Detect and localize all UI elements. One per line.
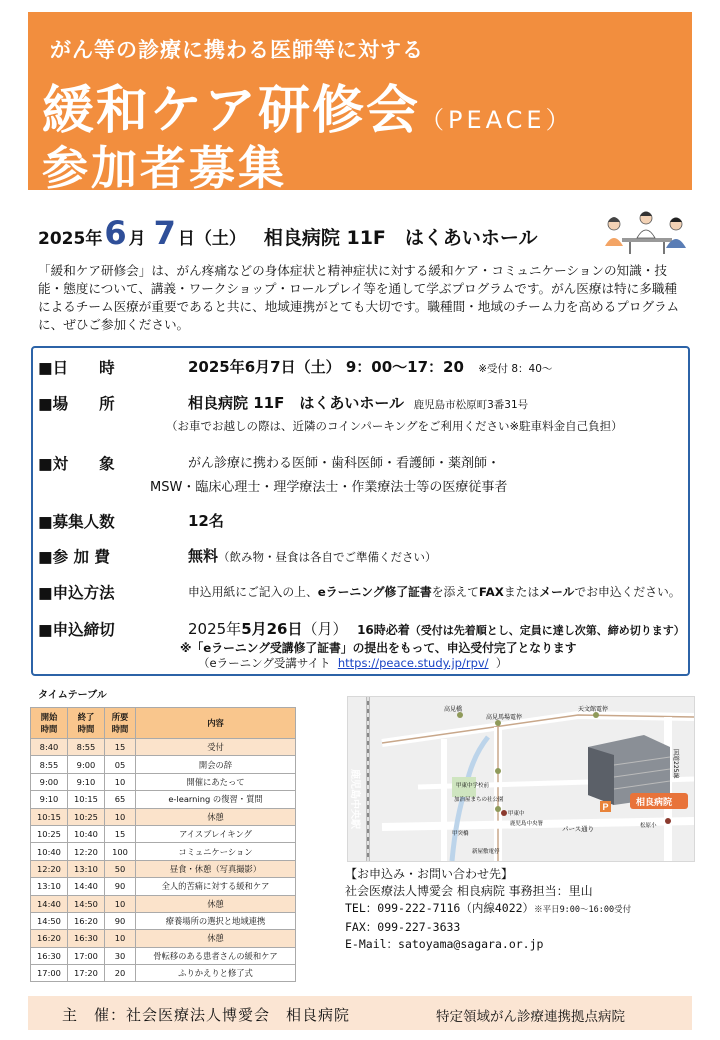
date-month: 6 [104, 214, 127, 252]
footer-designation: 特定領域がん診療連携拠点病院 [436, 1009, 625, 1025]
info-value-datetime: 2025年6月7日（土） 9：00〜17：20 ※受付 8：40〜 [188, 358, 553, 376]
timetable-cell-duration: 20 [105, 965, 136, 982]
label-tenmonkan: 天文館電停 [578, 706, 609, 713]
timetable-cell-end: 9:10 [68, 773, 105, 790]
info-row-capacity [38, 510, 224, 532]
timetable-cell-start: 14:40 [31, 895, 68, 912]
date-month-unit: 月 [128, 229, 146, 249]
date-day: 7 [153, 214, 176, 252]
fee-note: （飲み物・昼食は各自でご準備ください） [218, 550, 437, 564]
timetable-body [31, 739, 296, 982]
timetable-cell-end: 17:00 [68, 947, 105, 964]
timetable-cell-end: 16:30 [68, 930, 105, 947]
timetable-cell-content: 開催にあたって [136, 773, 296, 790]
info-value-deadline: 2025年5月26日（月） 16時必着（受付は先着順とし、定員に達し次第、締め切ります） [188, 620, 685, 638]
timetable-header-content: 内容 [136, 708, 296, 739]
timetable-cell-start: 16:20 [31, 930, 68, 947]
header-title-en: （PEACE） [420, 106, 574, 134]
info-value-fee: 無料（飲み物・昼食は各自でご準備ください） [188, 547, 437, 565]
label-route225: 国道225線 [672, 749, 679, 779]
reception-note: ※受付 8：40〜 [478, 363, 553, 375]
timetable-cell-duration: 30 [105, 947, 136, 964]
timetable-cell-end: 14:40 [68, 878, 105, 895]
info-row-fee [38, 545, 437, 567]
access-map [347, 696, 695, 862]
timetable-header-start: 開始 時間 [31, 708, 68, 739]
contact-tel: TEL：099-222-7116（内線4022）※平日9:00〜16:00受付 [345, 901, 632, 915]
header-banner [28, 12, 692, 195]
label-pars-street: パース通り [562, 825, 595, 833]
timetable-cell-end: 16:20 [68, 912, 105, 929]
timetable-cell-content: 療養場所の選択と地域連携 [136, 912, 296, 929]
timetable-row [31, 895, 296, 912]
timetable-cell-start: 14:50 [31, 912, 68, 929]
info-value-venue: 相良病院 11F はくあいホール 鹿児島市松原町3番31号 [188, 394, 529, 412]
label-station: 鹿児島中央駅 [349, 769, 360, 829]
footer-band [28, 996, 692, 1030]
timetable-row [31, 739, 296, 756]
info-label-datetime: ■日 時 [38, 359, 115, 377]
people-meeting-illustration [600, 208, 690, 256]
deadline-note: ※「eラーニング受講修了証書」の提出をもって、申込受付完了となります [180, 641, 577, 655]
label-police: 鹿児島中央署 [510, 821, 544, 827]
timetable-cell-start: 10:15 [31, 808, 68, 825]
timetable-cell-end: 10:25 [68, 808, 105, 825]
timetable-cell-end: 10:40 [68, 825, 105, 842]
timetable-cell-start: 8:55 [31, 756, 68, 773]
timetable-cell-content: 休憩 [136, 808, 296, 825]
timetable-cell-duration: 10 [105, 895, 136, 912]
info-row-venue [38, 392, 529, 414]
info-label-target: ■対 象 [38, 455, 115, 473]
timetable-cell-start: 8:40 [31, 739, 68, 756]
intro-paragraph: 「緩和ケア研修会」は、がん疼痛などの身体症状と精神症状に対する緩和ケア・コミュニケーションの知識・技能・態度について、講義・ワークショップ・ロールプレイ等を通して学ぶプログラムです。がん医療は特に多職種によるチーム医療が重要であると共に、地域連携がとても大切です。職種間・地域のチーム力を高めるプログラムに、ぜひご参加ください。 [38, 263, 680, 332]
contact-title: 【お申込み・お問い合わせ先】 [345, 867, 514, 881]
timetable-cell-content: 受付 [136, 739, 296, 756]
timetable-cell-duration: 10 [105, 773, 136, 790]
timetable-cell-start: 9:10 [31, 791, 68, 808]
timetable-row [31, 947, 296, 964]
info-label-apply: ■申込方法 [38, 584, 115, 602]
matsubara-school-pin [665, 818, 671, 824]
timetable-row [31, 808, 296, 825]
timetable-cell-start: 10:25 [31, 825, 68, 842]
timetable-cell-end: 8:55 [68, 739, 105, 756]
timetable-cell-content: 全人的苦痛に対する緩和ケア [136, 878, 296, 895]
info-value-capacity: 12名 [188, 512, 224, 530]
timetable-row [31, 878, 296, 895]
timetable-row [31, 791, 296, 808]
label-takami-bashi: 高見橋 [444, 706, 463, 713]
label-takami-baba: 高見馬場電停 [486, 714, 523, 721]
timetable-cell-duration: 50 [105, 860, 136, 877]
header-title-line2: 参加者募集 [42, 141, 287, 195]
timetable-cell-duration: 65 [105, 791, 136, 808]
timetable-row [31, 860, 296, 877]
info-value-target-line2: MSW・臨床心理士・理学療法士・作業療法士等の医療従事者 [150, 480, 508, 495]
info-label-venue: ■場 所 [38, 395, 115, 413]
timetable-cell-end: 13:10 [68, 860, 105, 877]
timetable-cell-end: 10:15 [68, 791, 105, 808]
timetable-cell-start: 9:00 [31, 773, 68, 790]
info-label-fee: ■参 加 費 [38, 548, 110, 566]
timetable-cell-duration: 100 [105, 843, 136, 860]
timetable-cell-duration: 10 [105, 808, 136, 825]
label-matsubara-school: 松原小 [640, 823, 657, 829]
date-year: 2025年 [38, 229, 103, 249]
timetable-cell-end: 12:20 [68, 843, 105, 860]
timetable-cell-end: 14:50 [68, 895, 105, 912]
info-label-deadline: ■申込締切 [38, 621, 115, 639]
timetable-cell-start: 12:20 [31, 860, 68, 877]
info-row-deadline [38, 618, 685, 640]
footer-host: 主 催：社会医療法人博愛会 相良病院 [62, 1006, 351, 1024]
timetable-cell-start: 13:10 [31, 878, 68, 895]
label-kajiya-park: 加治屋まちの社公園 [454, 797, 504, 803]
timetable-header-duration: 所要 時間 [105, 708, 136, 739]
timetable-row [31, 773, 296, 790]
timetable-cell-start: 10:40 [31, 843, 68, 860]
timetable-row [31, 843, 296, 860]
timetable-title: タイムテーブル [38, 690, 107, 701]
info-value-apply: 申込用紙にご記入の上、eラーニング修了証書を添えてFAXまたはメールでお申込ください。 [188, 585, 681, 599]
svg-text:P: P [602, 802, 609, 812]
timetable-cell-start: 17:00 [31, 965, 68, 982]
event-date-line [38, 214, 538, 258]
label-kofu-bridge: 甲突橋 [452, 831, 469, 837]
timetable-row [31, 825, 296, 842]
timetable-cell-content: 昼食・休憩（写真撮影） [136, 860, 296, 877]
date-weekday: （土） [194, 229, 246, 249]
timetable-cell-content: ふりかえりと修了式 [136, 965, 296, 982]
date-place: 相良病院 11F はくあいホール [263, 227, 538, 249]
elearning-site-link[interactable]: https://peace.study.jp/rpv/ [337, 656, 489, 670]
contact-block [345, 866, 631, 953]
timetable-cell-content: アイスブレイキング [136, 825, 296, 842]
timetable-cell-duration: 10 [105, 930, 136, 947]
timetable-row [31, 912, 296, 929]
timetable-header-row [31, 708, 296, 739]
label-kofu-jhs: 甲東中 [508, 811, 525, 817]
info-row-apply [38, 581, 681, 603]
timetable-cell-end: 17:20 [68, 965, 105, 982]
contact-org: 社会医療法人博愛会 相良病院 事務担当：里山 [345, 884, 593, 898]
timetable-row [31, 756, 296, 773]
timetable-cell-content: 開会の辞 [136, 756, 296, 773]
label-shinyashiki: 新屋敷電停 [472, 849, 500, 855]
timetable [30, 707, 296, 982]
timetable-cell-duration: 15 [105, 739, 136, 756]
timetable-cell-duration: 90 [105, 878, 136, 895]
timetable-cell-end: 9:00 [68, 756, 105, 773]
header-subtitle: がん等の診療に携わる医師等に対する [50, 38, 424, 62]
contact-email[interactable]: E-Mail：satoyama@sagara.or.jp [345, 937, 544, 951]
contact-fax: FAX：099-227-3633 [345, 920, 461, 934]
timetable-cell-content: コミュニケーション [136, 843, 296, 860]
venue-address: 鹿児島市松原町3番31号 [413, 399, 529, 411]
timetable-cell-start: 16:30 [31, 947, 68, 964]
timetable-cell-duration: 15 [105, 825, 136, 842]
info-row-target [38, 452, 501, 474]
timetable-row [31, 965, 296, 982]
timetable-cell-content: 休憩 [136, 895, 296, 912]
timetable-cell-duration: 90 [105, 912, 136, 929]
timetable-row [31, 930, 296, 947]
timetable-header-end: 終了 時間 [68, 708, 105, 739]
header-title-jp: 緩和ケア研修会 [42, 81, 421, 141]
info-value-target-line1: がん診療に携わる医師・歯科医師・看護師・薬剤師・ [188, 456, 501, 471]
date-day-unit: 日 [177, 229, 195, 249]
info-label-capacity: ■募集人数 [38, 513, 115, 531]
timetable-cell-content: 休憩 [136, 930, 296, 947]
contact-tel-note: ※平日9:00〜16:00受付 [534, 905, 632, 915]
parking-note: （お車でお越しの際は、近隣のコインパーキングをご利用ください※駐車料金自己負担） [166, 419, 623, 433]
info-row-datetime [38, 356, 553, 378]
timetable-cell-content: e-learning の復習・質問 [136, 791, 296, 808]
label-sagara-hospital: 相良病院 [636, 798, 673, 808]
elearning-site-line: （eラーニング受講サイト https://peace.study.jp/rpv/ ） [198, 656, 508, 670]
timetable-cell-content: 骨転移のある患者さんの緩和ケア [136, 947, 296, 964]
label-kofu-school-stop: 甲東中学校前 [456, 783, 490, 789]
timetable-cell-duration: 05 [105, 756, 136, 773]
